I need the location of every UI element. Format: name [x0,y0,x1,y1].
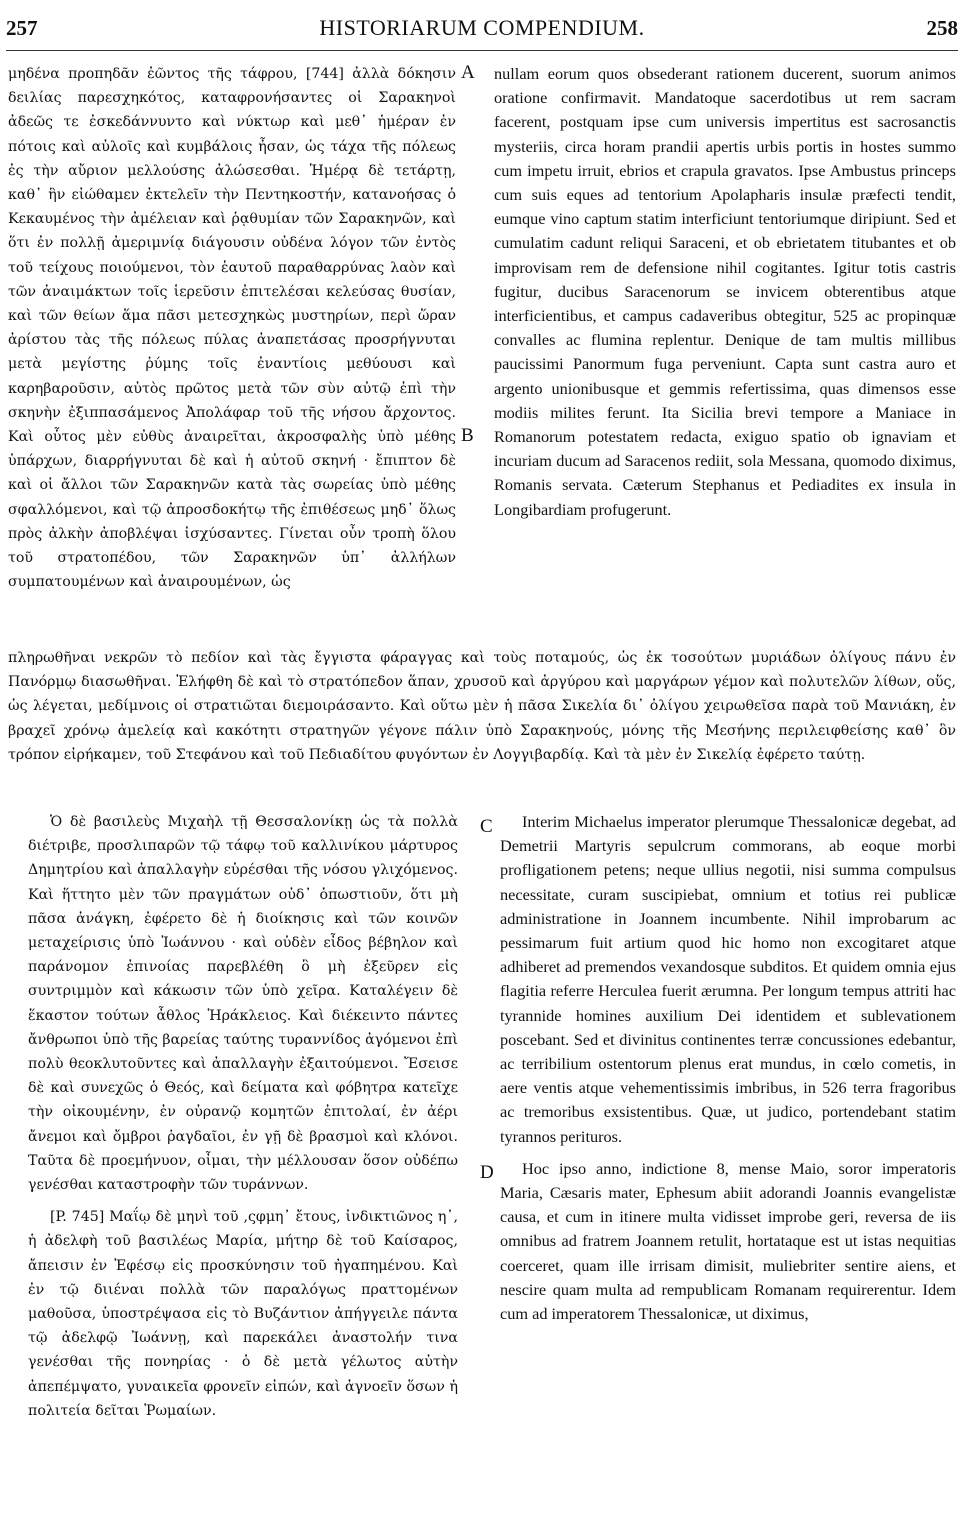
running-title: HISTORIARUM COMPENDIUM. [319,15,645,40]
running-header [6,8,958,48]
latin-paragraph: nullam eorum quos obsederant rationem ducerent, suorum animos oratione confirmavit. Mandatoque sacerdotibus ut rem sacram facerent, postquam ipse cum universis impertitus est sacrosanctis mysteriis, circa horam prandii apertis urbis portis in hostes summo cum impetu irruit, ebrios et crapula gravatos. Ipse Ambustus princeps cum suis eques ad tentorium Apolapharis insulæ præfecti tendit, eumque vino captum statim interficiunt tentoriumque diripiunt. Sed et cumulatim cadunt reliqui Saraceni, et ob ebrietatem titubantes et ob improvisam rem de defensione nihil cogitantes. Igitur totis castris fugitur, ducibus Saracenorum se invicem obterentibus atque interficientibus, et campus cadaveribus obtegitur, 525 ac propinquæ convalles ac flumina replentur. Denique de tam multis millibus paucissimi Panormum fuga perveniunt. Capta sunt castra auro et argento unionibusque et gemmis refertissima, quas dimensos esse modiis milites ferunt. Ita Sicilia brevi tempore a Maniace in Romanorum potestatem redacta, exiguo spatio ob ignaviam et incuriam ducum ad Saracenos rediit, sola Messana, quomodo diximus, Romanis servata. Cæterum Stephanus et Pediadites ex insula in Longibardiam profugerunt. [494,64,956,519]
greek-paragraph: μηδένα προπηδᾶν ἐῶντος τῆς τάφρου, [744] ἀλλὰ δόκησιν δειλίας παρεσχηκότος, καταφρονήσαντες οἱ Σαρακηνοὶ ἀδεῶς τε ἐσκεδάννυντο καὶ νύκτωρ καὶ μεθ᾽ ἡμέραν ἐν πότοις καὶ αὐλοῖς καὶ κυμβάλοις ἦσαν, ὡς τάχα τῆς πόλεως ἐς τὴν αὔριον μελλούσης ἁλώσεσθαι. Ἡμέρᾳ δὲ τετάρτῃ, καθ᾽ ἣν εἰώθαμεν ἐκτελεῖν τὴν Πεντηκοστήν, κατανοήσας ὁ Κεκαυμένος τὴν ἀμέλειαν καὶ ῥᾳθυμίαν τῶν Σαρακηνῶν, καὶ ὅτι ἐν πολλῇ ἀμεριμνίᾳ διάγουσιν οὐδένα λόγον τῶν ἐντὸς τοῦ τείχους ποιούμενοι, τὸν ἑαυτοῦ παραθαρρύνας λαὸν καὶ τῶν ἀναιμάκτων τοῖς ἱερεῦσιν ἐπιτελέσαι κελεύσας θυσίαν, καὶ τῶν θείων ἅμα πᾶσι μετεσχηκὼς μυστηρίων, περὶ ὥραν ἀρίστου τὰς τῆς πόλεως πύλας ἀναπετάσας προσρήγνυται μετὰ μεγίστης ῥύμης τοῖς ἐναντίοις μεθύουσι καὶ καρηβαροῦσιν, αὐτὸς πρῶτος μετὰ τῶν σὺν αὐτῷ ἐπὶ τὴν σκηνὴν ἐξιππασάμενος Ἀπολάφαρ τοῦ τῆς νήσου ἄρχοντος. Καὶ οὗτος μὲν εὐθὺς ἀναιρεῖται, ἀκροσφαλὴς ὑπὸ μέθης ὑπάρχων, διαρρήγνυται δὲ καὶ ἡ αὐτοῦ σκηνή · ἔπιπτον δὲ καὶ οἱ ἄλλοι τῶν Σαρακηνῶν κατὰ τὰς σωρείας ὑπὸ μέθης σφαλλόμενοι, καὶ τῷ ἀπροσδοκήτῳ τῆς ἐπιθέσεως μηδ᾽ ὅλως πρὸς ἀλκὴν ἀποβλέψαι ἰσχύσαντες. Γίνεται οὖν τροπὴ ὅλου τοῦ στρατοπέδου, τῶν Σαρακηνῶν ὑπ᾽ ἀλλήλων συμπατουμένων καὶ ἀναιρουμένων, ὡς [8,66,456,591]
latin-column-bottom [500,810,956,1536]
greek-paragraph: [P. 745] Μαΐῳ δὲ μηνὶ τοῦ ,ςφμη᾽ ἔτους, ἰνδικτιῶνος η᾽, ἡ ἀδελφὴ τοῦ βασιλέως Μαρία, μήτηρ δὲ τοῦ Καίσαρος, ἄπεισιν ἐν Ἐφέσῳ εἰς προσκύνησιν τοῦ ἠγαπημένου. Καὶ ἐν τῷ διιέναι πολλὰ τῶν παραλόγως πραττομένων μαθοῦσα, ὑποστρέψασα εἰς τὸ Βυζάντιον ἀπήγγειλε πάντα τῷ ἀδελφῷ Ἰωάννῃ, καὶ παρεκάλει ἀναστολήν τινα γενέσθαι τῆς πονηρίας · ὁ δὲ μετὰ γέλωτος αὐτὴν ἀπεπέμψατο, γυναικεῖα φρονεῖν εἰπών, καὶ ἀγνοεῖν ὅσων ἡ πολιτεία δεῖται Ῥωμαίων. [28,1209,458,1419]
greek-column-bottom [28,810,458,1536]
greek-fullwidth-paragraph: πληρωθῆναι νεκρῶν τὸ πεδίον καὶ τὰς ἔγγιστα φάραγγας καὶ τοὺς ποταμούς, ὡς ἐκ τοσούτων μυριάδων ὀλίγους πάνυ ἐν Πανόρμῳ διασωθῆναι. Ἐλήφθη δὲ καὶ τὸ στρατόπεδον ἅπαν, χρυσοῦ καὶ ἀργύρου καὶ μαργάρων γέμον καὶ πολυτελῶν λίθων, οὕς, ὡς λέγεται, μεδίμνοις οἱ στρατιῶται διεμοιράσαντο. Καὶ οὕτω μὲν ἡ πᾶσα Σικελία δι᾽ ὀλίγου χειρωθεῖσα παρὰ τοῦ Μανιάκη, ἐν βραχεῖ χρόνῳ ἀμελείᾳ καὶ κακότητι στρατηγῶν γέγονε πάλιν ὑπὸ Σαρακηνούς, μόνης τῆς Μεσήνης περιλειφθείσης καθ᾽ ὃν τρόπον εἰρήκαμεν, τοῦ Στεφάνου καὶ τοῦ Πεδιαδίτου φυγόντων ἐν Λογγιβαρδίᾳ. Καὶ τὰ μὲν ἐν Σικελίᾳ ἐφέρετο ταύτῃ. [8,650,956,763]
latin-paragraph: Hoc ipso anno, indictione 8, mense Maio, soror imperatoris Maria, Cæsaris mater, Ephesum abiit adorandi Joannis evangelistæ causa, et cum in itinere multa vidisset improbe geri, reversa de iis omnibus ad fratrem Joannem retulit, hortataque est ut istas nequitias coerceret, quam ille irrisam dimisit, muliebriter sentire aiens, et nescire quam multa ad rempublicam Romanam requirerentur. Idem cum ad imperatorem Thessalonicæ, ut diximus, [500,1158,956,1324]
margin-letter-c: C [480,816,493,837]
header-rule [6,50,958,51]
greek-column-top [8,62,456,642]
page-number-left: 257 [6,15,38,40]
latin-column-top [494,62,956,642]
margin-letter-b: B [461,425,474,446]
greek-fullwidth-block [8,646,956,794]
page-number-right: 258 [926,15,958,40]
margin-letter-d: D [480,1162,494,1183]
margin-letter-a: A [461,62,475,83]
greek-paragraph: Ὁ δὲ βασιλεὺς Μιχαὴλ τῇ Θεσσαλονίκῃ ὡς τὰ πολλὰ διέτριβε, προσλιπαρῶν τῷ τάφῳ τοῦ καλλινίκου μάρτυρος Δημητρίου καὶ ἀπαλλαγὴν εὑρέσθαι τῆς νόσου γλιχόμενος. Καὶ ἥττητο μὲν τῶν πραγμάτων οὐδ᾽ ὁπωστιοῦν, ὅτι μὴ πᾶσα ἀνάγκη, ἐφέρετο δὲ ἡ διοίκησις καὶ τῶν κοινῶν μεταχείρισις ὑπὸ Ἰωάννου · καὶ οὐδὲν εἶδος βέβηλον καὶ παράνομον ἐπινοίας παρεβλέθη ὃ μὴ ἐξεῦρεν εἰς συντριμμὸν καὶ κάκωσιν τῶν ὑπὸ χεῖρα. Καταλέγειν δὲ ἕκαστον τούτων ἆθλος Ἡράκλειος. Καὶ διέκειντο πάντες ἄνθρωποι ὑπὸ τῆς βαρείας ταύτης τυραννίδος ἀγόμενοι ἐπὶ πολὺ θεοκλυτοῦντες καὶ ἀπαλλαγὴν ἐξαιτούμενοι. Ἔσεισε δὲ καὶ συνεχῶς ὁ Θεός, καὶ δείματα καὶ φόβητρα κατεῖχε τὴν οἰκουμένην, ἐν οὐρανῷ κομητῶν ἐπιτολαί, ἐν ἀέρι ἄνεμοι καὶ ὄμβροι ῥαγδαῖοι, ἐν γῇ δὲ βρασμοὶ καὶ κλόνοι. Ταῦτα δὲ προεμήνυον, οἶμαι, τὴν μέλλουσαν ὅσον οὐδέπω γενέσθαι καταστροφὴν τῶν τυράννων. [28,814,458,1194]
latin-paragraph: Interim Michaelus imperator plerumque Thessalonicæ degebat, ad Demetrii Martyris sepulcrum commorans, ab eoque morbi profligationem petens; neque ullius negotii, nisi summa compulsus necessitate, curam suscipiebat, omnium et totius rei publicæ administratione in Joannem incumbente. Nihil improbarum ac pessimarum fuit artium quod hic homo non excogitaret atque adhiberet ad premendos vexandosque subditos. Et quidem omnia ejus flagitia referre Herculea fuerit ærumna. Per longum tempus attriti hac tyrannide homines auxilium Dei identidem et sublevationem poscebant. Sed et divinitus continentes terræ concussiones edebantur, ac terribilium ostentorum plenus erat mundus, in cœlo cometis, in aere ventis atque vehementissimis imbribus, in 526 terra fragoribus ac tremoribus exsistentibus. Quæ, ut judico, portendebant statim tyrannos perituros. [500,812,956,1146]
